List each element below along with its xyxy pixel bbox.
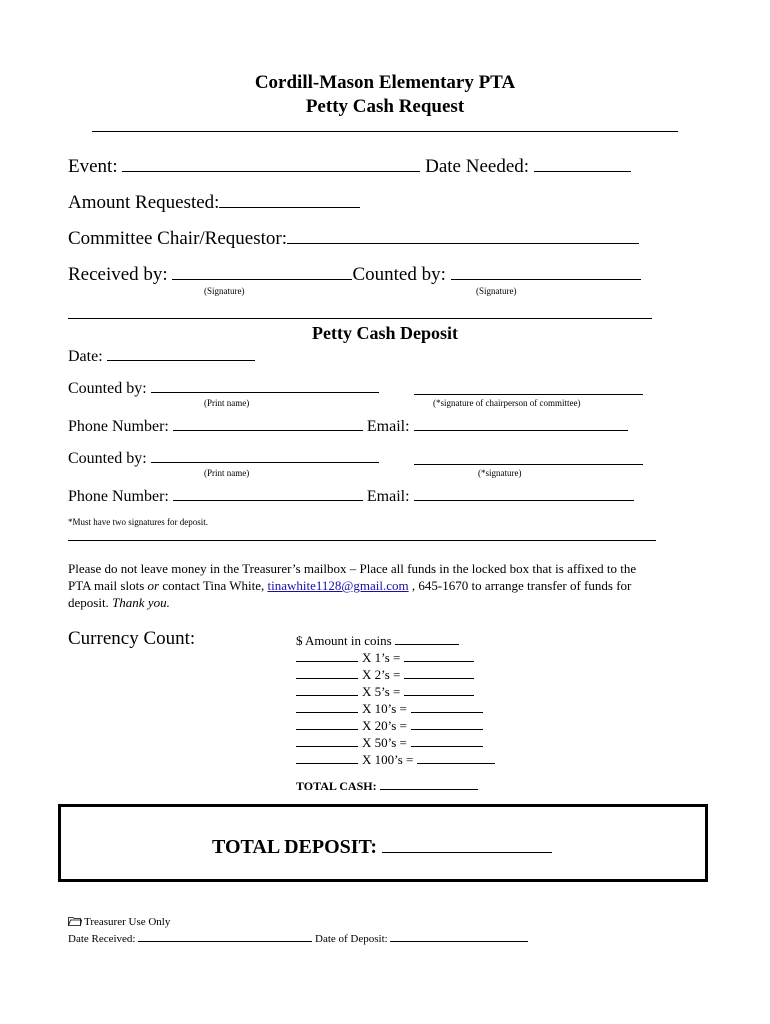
denomination-count-field[interactable]: [296, 667, 358, 679]
chair-signature-hint: (*signature of chairperson of committee): [433, 398, 581, 408]
currency-count-label: Currency Count:: [68, 628, 196, 649]
counted2-label: Counted by:: [68, 450, 147, 467]
coins-field[interactable]: [395, 633, 459, 645]
currency-row: [296, 718, 483, 734]
denomination-count-field[interactable]: [296, 684, 358, 696]
second-signature-field[interactable]: [414, 464, 643, 465]
instructions-line-1: Please do not leave money in the Treasurer’s mailbox – Place all funds in the locked box that is affixed to the: [68, 561, 637, 576]
received-row: [68, 264, 641, 286]
amount-row: [68, 192, 360, 214]
deposit-divider: [68, 540, 656, 541]
event-label: Event:: [68, 156, 118, 177]
currency-row: [296, 650, 474, 666]
print-name-hint-2: (Print name): [204, 468, 250, 478]
currency-row: [296, 667, 474, 683]
date-received-label: Date Received:: [68, 933, 136, 945]
denomination-amount-field[interactable]: [417, 752, 495, 764]
total-deposit-field[interactable]: [382, 834, 552, 853]
instructions-text: PTA mail slots: [68, 578, 148, 593]
currency-row: [296, 752, 495, 768]
denomination-count-field[interactable]: [296, 701, 358, 713]
signature-hint: (*signature): [478, 468, 522, 478]
counted1-print-field[interactable]: [151, 378, 379, 393]
denomination-label: X 20’s =: [362, 718, 407, 733]
denomination-label: X 10’s =: [362, 701, 407, 716]
phone2-field[interactable]: [173, 486, 363, 501]
date-needed-field[interactable]: [534, 157, 631, 172]
total-cash-row: [296, 779, 478, 794]
counted2-print-field[interactable]: [151, 448, 379, 463]
header-divider: [92, 131, 678, 132]
deposit-note: *Must have two signatures for deposit.: [68, 517, 208, 527]
denomination-amount-field[interactable]: [411, 718, 483, 730]
folder-icon: [68, 916, 82, 926]
total-cash-label: TOTAL CASH:: [296, 779, 377, 793]
received-label: Received by:: [68, 264, 168, 285]
date-needed-label: Date Needed:: [425, 156, 530, 177]
print-name-hint-1: (Print name): [204, 398, 250, 408]
phone1-row: [68, 416, 628, 436]
treasurer-dates-row: [68, 932, 528, 945]
denomination-amount-field[interactable]: [404, 684, 474, 696]
instructions-line-3: [68, 595, 170, 611]
currency-row: [296, 701, 483, 717]
denomination-count-field[interactable]: [296, 718, 358, 730]
request-divider: [68, 318, 652, 319]
date-received-field[interactable]: [138, 932, 312, 942]
counted2-row: [68, 448, 379, 468]
amount-label: Amount Requested:: [68, 192, 220, 213]
deposit-date-field[interactable]: [107, 346, 255, 361]
email2-label: Email:: [366, 488, 410, 505]
contact-email-link[interactable]: tinawhite1128@gmail.com: [267, 578, 409, 593]
chair-label: Committee Chair/Requestor:: [68, 228, 287, 249]
instructions-line-2: [68, 578, 631, 594]
instructions-text: , 645-1670 to arrange transfer of funds for: [408, 578, 632, 593]
denomination-label: X 5’s =: [362, 684, 401, 699]
total-deposit-label: TOTAL DEPOSIT:: [212, 836, 378, 858]
instructions-thanks: Thank you.: [112, 595, 170, 610]
org-title: Cordill-Mason Elementary PTA: [254, 72, 516, 93]
phone2-label: Phone Number:: [68, 488, 169, 505]
denomination-label: X 100’s =: [362, 752, 414, 767]
total-deposit-row: [212, 834, 552, 859]
chair-signature-field[interactable]: [414, 394, 643, 395]
denomination-count-field[interactable]: [296, 752, 358, 764]
email1-field[interactable]: [414, 416, 628, 431]
denomination-label: X 1’s =: [362, 650, 401, 665]
deposit-date-label: Date:: [68, 348, 103, 365]
denomination-label: X 2’s =: [362, 667, 401, 682]
denomination-count-field[interactable]: [296, 735, 358, 747]
deposit-section-title: Petty Cash Deposit: [312, 323, 458, 343]
counted1-row: [68, 378, 379, 398]
signature-hint-2: (Signature): [476, 286, 517, 296]
amount-field[interactable]: [219, 193, 360, 208]
treasurer-label: Treasurer Use Only: [84, 916, 171, 928]
date-of-deposit-label: Date of Deposit:: [315, 933, 388, 945]
total-cash-field[interactable]: [380, 779, 478, 790]
treasurer-row: [68, 916, 170, 928]
denomination-count-field[interactable]: [296, 650, 358, 662]
counted-signature-field[interactable]: [451, 265, 641, 280]
chair-row: [68, 228, 639, 250]
denomination-amount-field[interactable]: [411, 701, 483, 713]
received-signature-field[interactable]: [172, 265, 352, 280]
instructions-or: or: [147, 578, 160, 593]
event-field[interactable]: [122, 157, 420, 172]
deposit-date-row: [68, 346, 255, 366]
event-row: [68, 156, 631, 178]
denomination-amount-field[interactable]: [404, 650, 474, 662]
instructions-text: contact Tina White,: [159, 578, 268, 593]
instructions-text: deposit.: [68, 595, 113, 610]
counted-label: Counted by:: [352, 264, 446, 285]
denomination-amount-field[interactable]: [404, 667, 474, 679]
currency-row: [296, 735, 483, 751]
denomination-amount-field[interactable]: [411, 735, 483, 747]
email2-field[interactable]: [414, 486, 634, 501]
coins-row: [296, 633, 459, 649]
form-title: Petty Cash Request: [305, 96, 465, 117]
phone1-field[interactable]: [173, 416, 363, 431]
chair-field[interactable]: [287, 229, 639, 244]
email1-label: Email:: [366, 418, 410, 435]
phone1-label: Phone Number:: [68, 418, 169, 435]
date-of-deposit-field[interactable]: [390, 932, 528, 942]
denomination-label: X 50’s =: [362, 735, 407, 750]
signature-hint-1: (Signature): [204, 286, 245, 296]
phone2-row: [68, 486, 634, 506]
counted1-label: Counted by:: [68, 380, 147, 397]
currency-row: [296, 684, 474, 700]
coins-label: $ Amount in coins: [296, 633, 392, 648]
